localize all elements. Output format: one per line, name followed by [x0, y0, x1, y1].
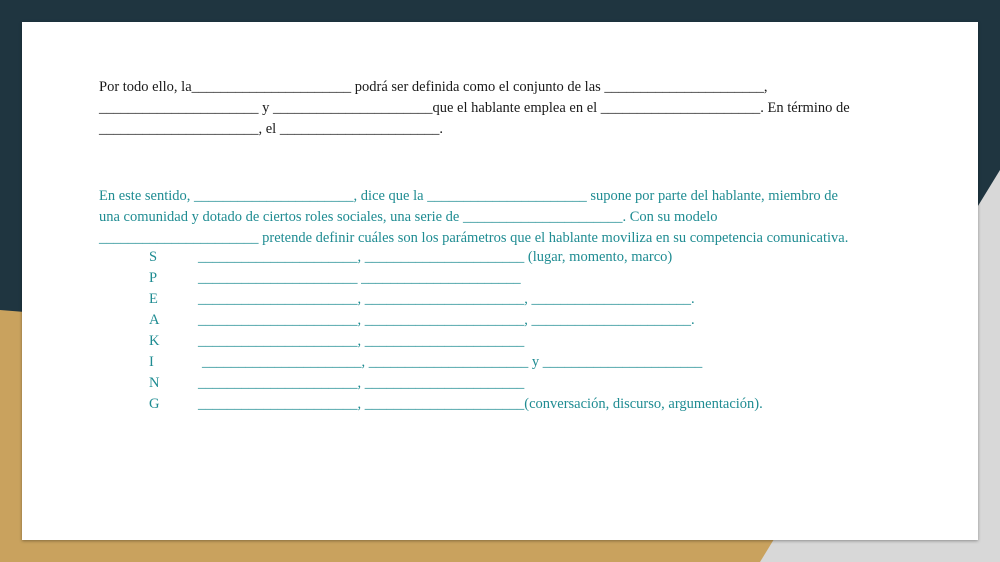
speaking-blanks: ______________________, ______________________, ______________________.	[198, 291, 695, 307]
speaking-letter: N	[149, 375, 160, 391]
speaking-letter: G	[149, 396, 160, 412]
speaking-blanks: ______________________, ______________________	[198, 333, 525, 349]
speaking-letter: K	[149, 333, 160, 349]
slide	[22, 22, 978, 540]
speaking-blanks: ______________________, ______________________, ______________________.	[198, 312, 695, 328]
paragraph1-line3: ______________________, el ______________________.	[99, 121, 443, 137]
speaking-letter: P	[149, 270, 158, 286]
speaking-blanks: ______________________, ______________________ (lugar, momento, marco)	[198, 249, 673, 265]
paragraph-speaking-model	[99, 186, 899, 249]
paragraph2-line2: una comunidad y dotado de ciertos roles sociales, una serie de ______________________. Con su modelo	[99, 209, 718, 225]
paragraph2-line1: En este sentido, ______________________, dice que la ______________________ supone por parte del hablante, miembro de	[99, 188, 838, 204]
speaking-blanks: ______________________, ______________________(conversación, discurso, argumentación).	[198, 396, 763, 412]
speaking-letter: A	[149, 312, 160, 328]
speaking-letter: E	[149, 291, 158, 307]
speaking-blanks: ______________________, ______________________	[198, 375, 525, 391]
paragraph1-line2: ______________________ y ______________________que el hablante emplea en el ______________________. En término de	[99, 100, 850, 116]
speaking-letter: I	[149, 354, 154, 370]
speaking-letter: S	[149, 249, 158, 265]
paragraph-definition	[99, 77, 899, 140]
paragraph2-line3: ______________________ pretende definir cuáles son los parámetros que el hablante moviliza en su competencia comunicativa.	[99, 230, 849, 246]
speaking-blanks: ______________________ ______________________	[198, 270, 521, 286]
paragraph1-line1: Por todo ello, la______________________ podrá ser definida como el conjunto de las ______________________,	[99, 79, 768, 95]
speaking-blanks: ______________________, ______________________ y ______________________	[202, 354, 703, 370]
